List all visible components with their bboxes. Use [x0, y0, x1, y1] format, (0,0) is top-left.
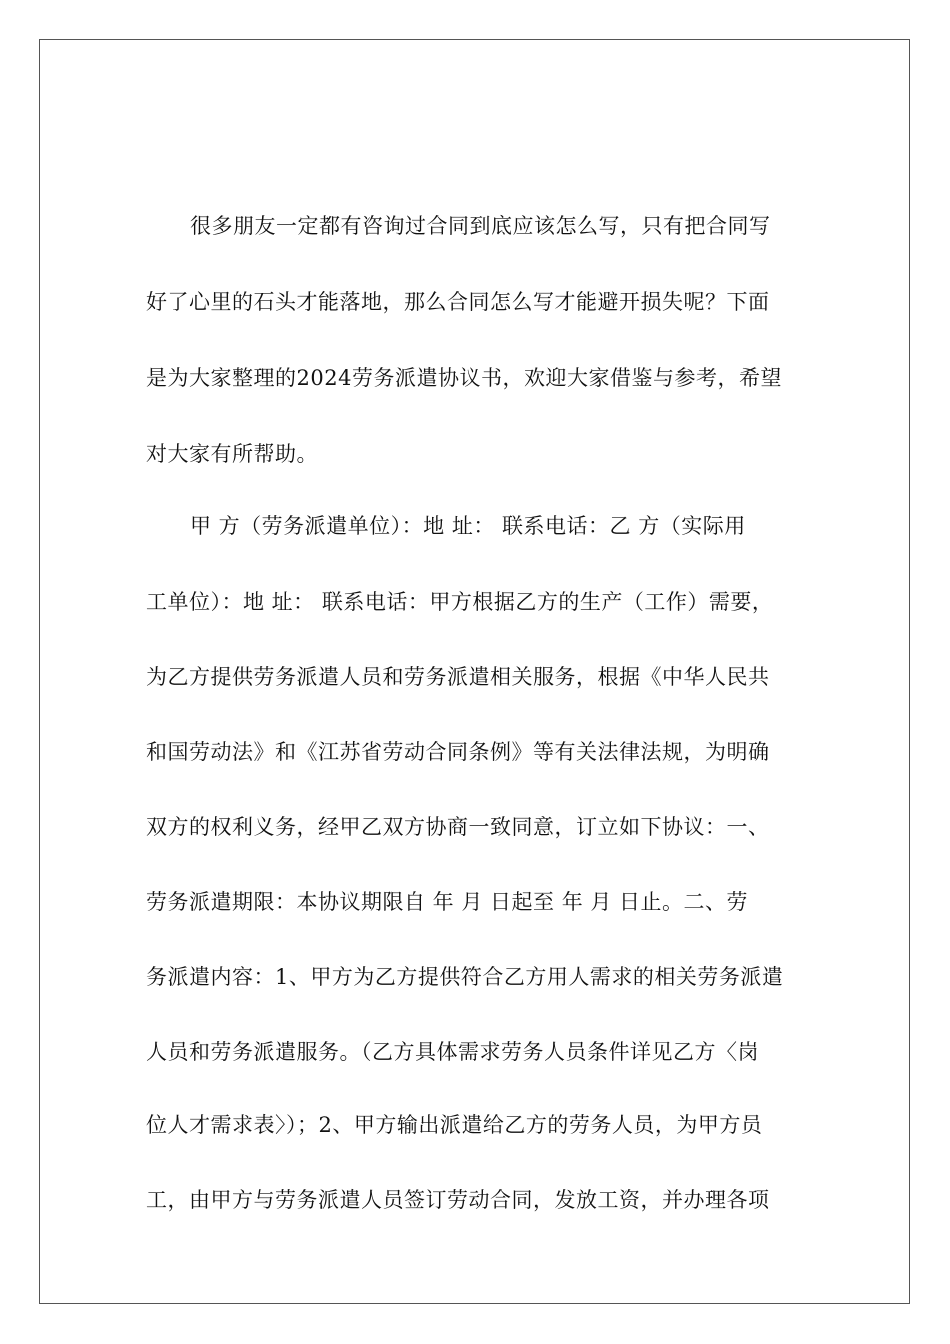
paragraph-2-line-7: 务派遣内容：1、甲方为乙方提供符合乙方用人需求的相关劳务派遣	[146, 965, 784, 989]
paragraph-2-line-3: 为乙方提供劳务派遣人员和劳务派遣相关服务，根据《中华人民共	[146, 665, 770, 689]
paragraph-2-line-10: 工，由甲方与劳务派遣人员签订劳动合同，发放工资，并办理各项	[146, 1188, 770, 1212]
paragraph-2-line-1: 甲 方（劳务派遣单位）：地 址： 联系电话：乙 方（实际用	[190, 514, 746, 538]
paragraph-2-line-2: 工单位）：地 址： 联系电话：甲方根据乙方的生产（工作）需要，	[146, 590, 774, 614]
paragraph-2-line-4: 和国劳动法》和《江苏省劳动合同条例》等有关法律法规，为明确	[146, 740, 770, 764]
paragraph-2-line-8: 人员和劳务派遣服务。（乙方具体需求劳务人员条件详见乙方〈岗	[146, 1040, 759, 1064]
paragraph-1-line-1: 很多朋友一定都有咨询过合同到底应该怎么写，只有把合同写	[190, 214, 771, 238]
paragraph-1-line-2: 好了心里的石头才能落地，那么合同怎么写才能避开损失呢？下面	[146, 290, 770, 314]
paragraph-2-line-9: 位人才需求表〉）；2、甲方输出派遣给乙方的劳务人员，为甲方员	[146, 1113, 763, 1137]
paragraph-2-line-6: 劳务派遣期限：本协议期限自 年 月 日起至 年 月 日止。二、劳	[146, 890, 749, 914]
paragraph-1-line-3: 是为大家整理的2024劳务派遣协议书，欢迎大家借鉴与参考，希望	[146, 366, 782, 390]
paragraph-1-line-4: 对大家有所帮助。	[146, 442, 318, 466]
paragraph-2-line-5: 双方的权利义务，经甲乙双方协商一致同意，订立如下协议：一、	[146, 815, 770, 839]
